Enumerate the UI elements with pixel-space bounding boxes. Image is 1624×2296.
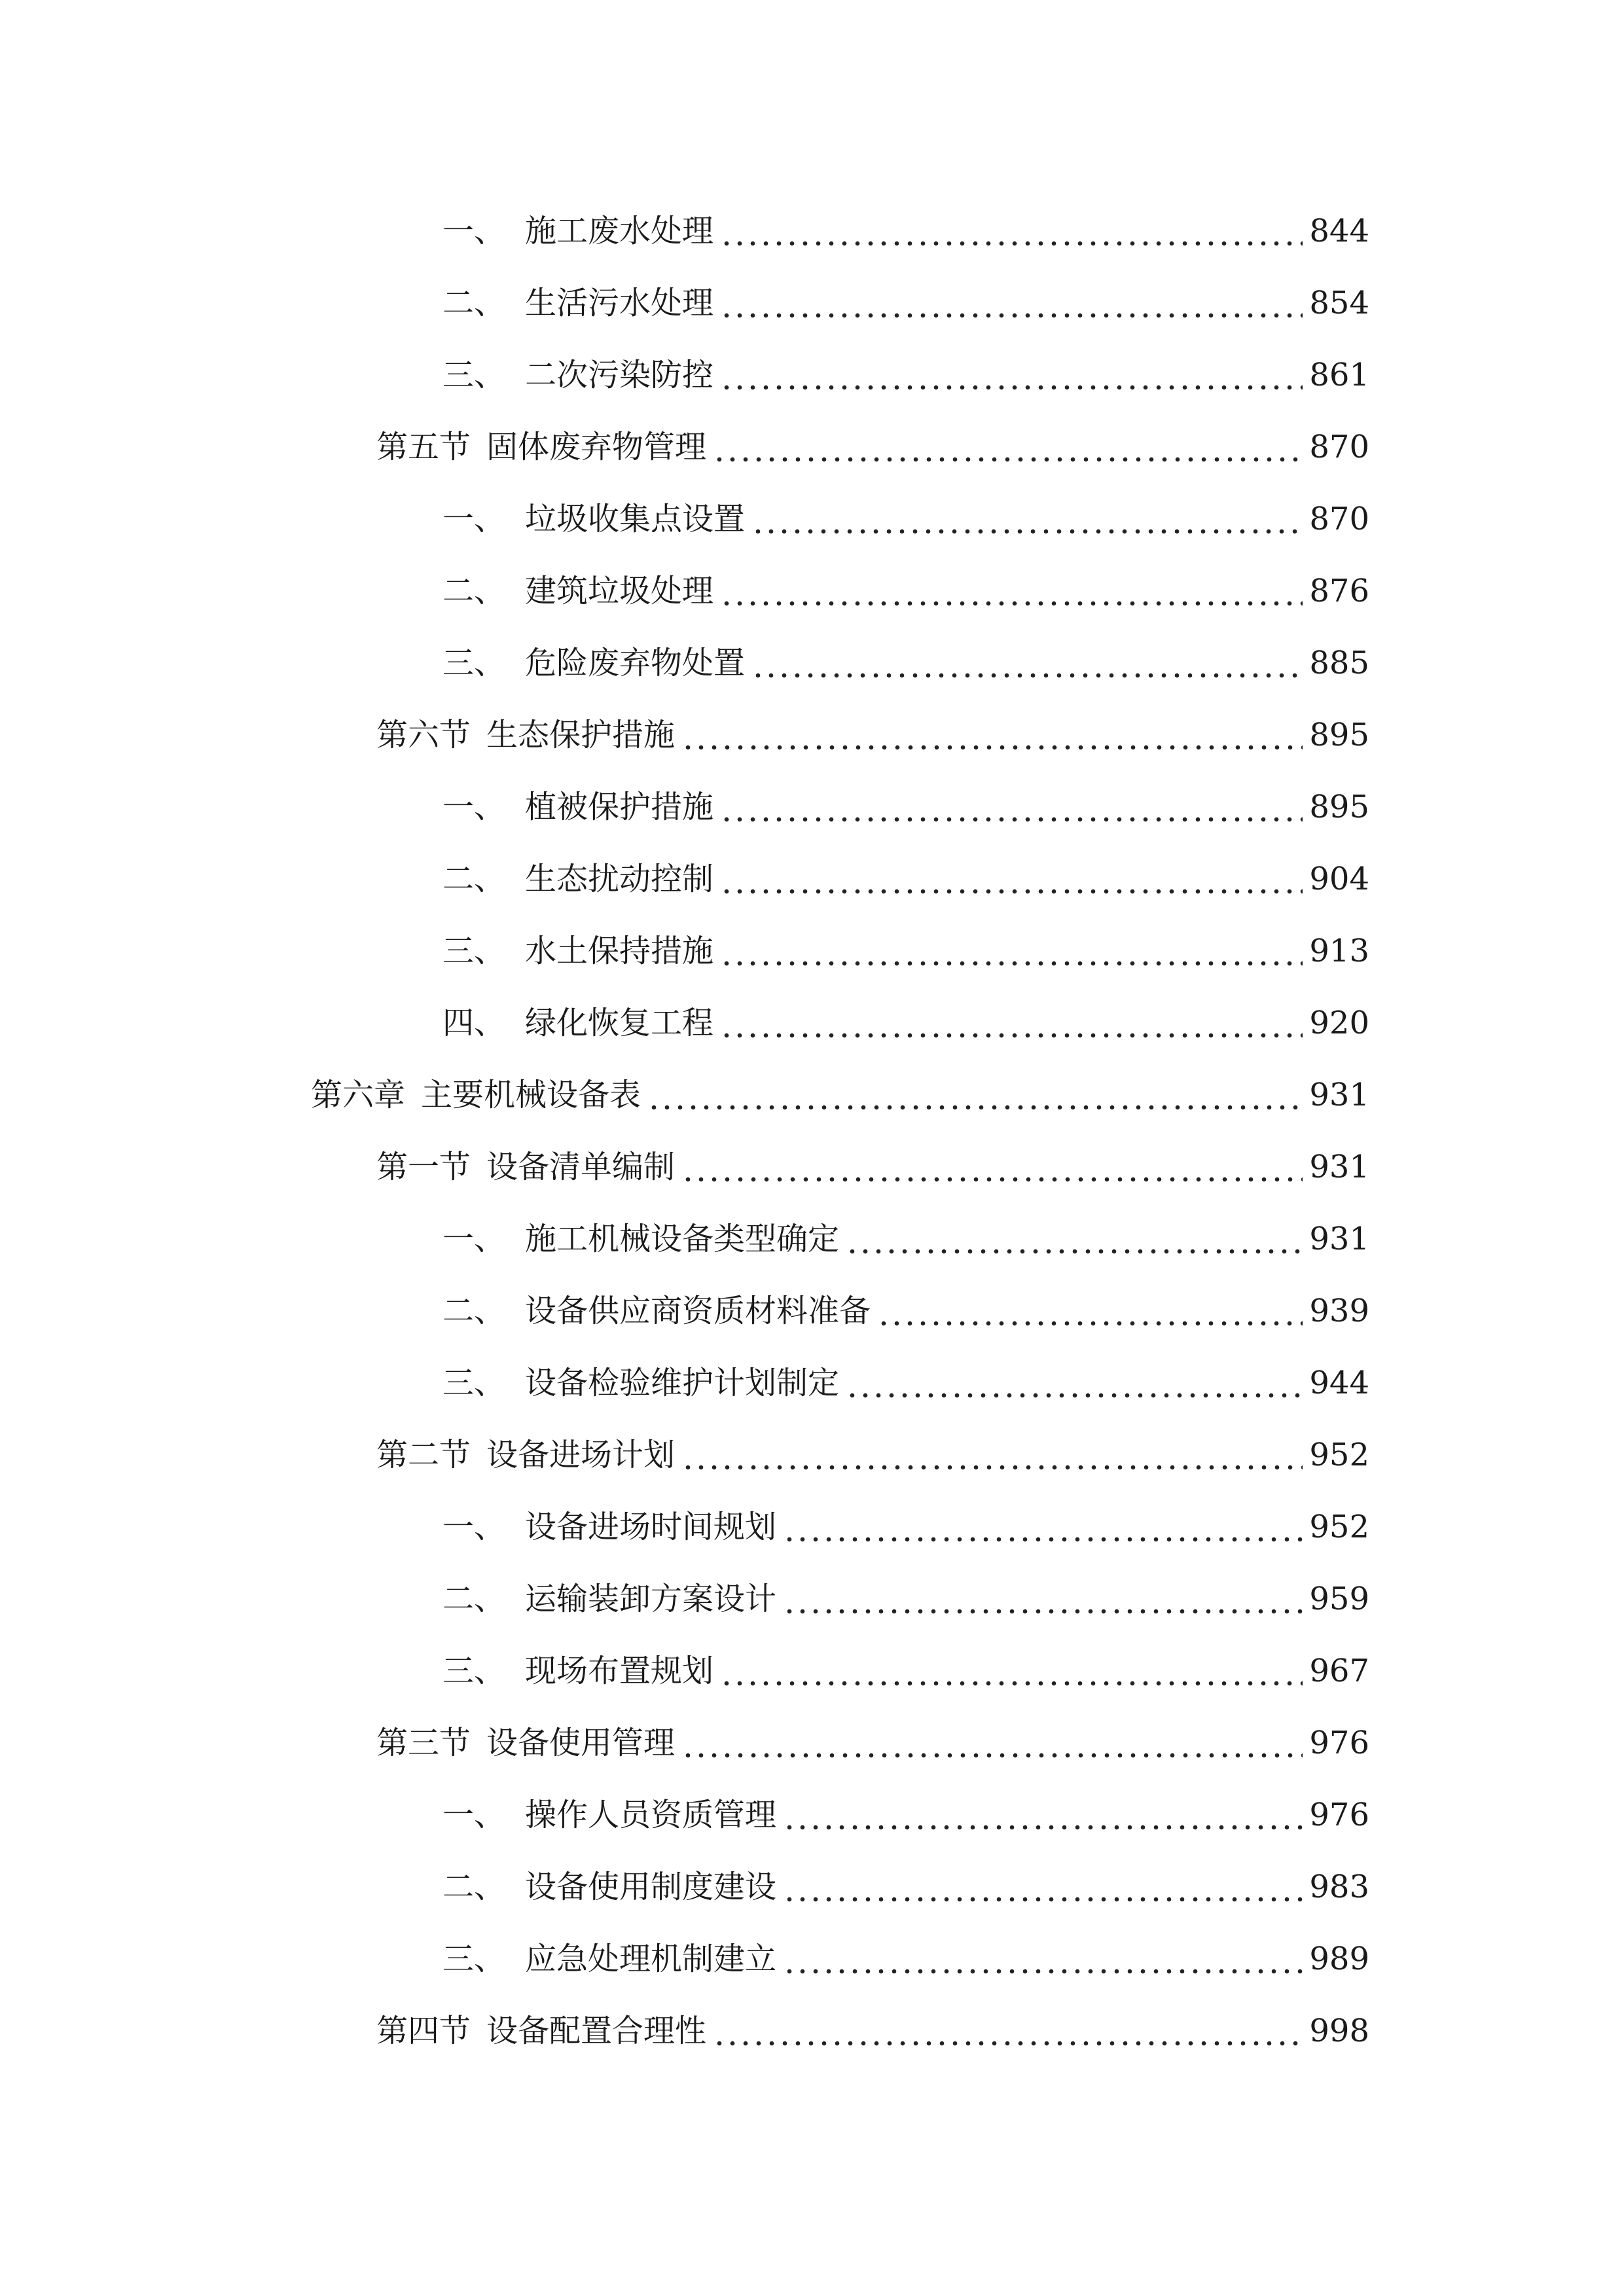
toc-entry-page-number: 895 bbox=[1309, 789, 1369, 825]
toc-entry[interactable] bbox=[0, 1851, 1624, 1923]
toc-entry[interactable] bbox=[0, 1419, 1624, 1491]
toc-entry-number: 一、 bbox=[442, 1797, 506, 1833]
toc-entry-title: 设备使用制度建设 bbox=[525, 1869, 777, 1905]
toc-entry-number: 一、 bbox=[442, 789, 506, 825]
toc-entry-title: 垃圾收集点设置 bbox=[525, 501, 746, 537]
toc-entry-number: 二、 bbox=[442, 861, 506, 897]
toc-entry-line bbox=[442, 287, 1369, 319]
toc-entry-page-number: 998 bbox=[1309, 2013, 1369, 2049]
dot-leader bbox=[681, 1727, 1303, 1759]
dot-leader bbox=[783, 1799, 1303, 1831]
toc-entry-line bbox=[311, 1079, 1369, 1111]
toc-entry-page-number: 967 bbox=[1309, 1653, 1369, 1689]
toc-entry-title: 生活污水处理 bbox=[525, 285, 714, 321]
dot-leader bbox=[720, 215, 1303, 247]
toc-entry-line bbox=[442, 1223, 1369, 1255]
dot-leader bbox=[877, 1295, 1303, 1327]
dot-leader bbox=[783, 1871, 1303, 1903]
toc-entry-title: 设备配置合理性 bbox=[486, 2013, 707, 2049]
toc-entry[interactable] bbox=[0, 1347, 1624, 1419]
toc-entry-page-number: 870 bbox=[1309, 501, 1369, 537]
toc-entry-page-number: 904 bbox=[1309, 861, 1369, 897]
toc-entry[interactable] bbox=[0, 1563, 1624, 1635]
dot-leader bbox=[720, 287, 1303, 319]
toc-entry[interactable] bbox=[0, 1059, 1624, 1131]
toc-entry-page-number: 976 bbox=[1309, 1725, 1369, 1761]
toc-entry-title: 建筑垃圾处理 bbox=[525, 573, 714, 609]
dot-leader bbox=[720, 791, 1303, 823]
toc-entry-page-number: 861 bbox=[1309, 357, 1369, 393]
toc-entry-number: 三、 bbox=[442, 933, 506, 969]
toc-entry-line bbox=[442, 215, 1369, 247]
toc-entry-line bbox=[442, 791, 1369, 823]
toc-entry[interactable] bbox=[0, 699, 1624, 771]
toc-entry-line bbox=[442, 935, 1369, 967]
toc-entry-page-number: 920 bbox=[1309, 1005, 1369, 1041]
toc-entry-line bbox=[442, 1583, 1369, 1615]
toc-entry-page-number: 870 bbox=[1309, 429, 1369, 465]
toc-entry[interactable] bbox=[0, 1635, 1624, 1707]
toc-entry-line bbox=[376, 1727, 1369, 1759]
toc-entry-line bbox=[376, 431, 1369, 463]
toc-entry-page-number: 944 bbox=[1309, 1365, 1369, 1401]
toc-entry-line bbox=[442, 359, 1369, 391]
toc-entry-number: 第四节 bbox=[376, 2013, 471, 2049]
dot-leader bbox=[681, 719, 1303, 751]
toc-entry-title: 危险废弃物处置 bbox=[525, 645, 746, 681]
dot-leader bbox=[720, 1007, 1303, 1039]
toc-entry-line bbox=[442, 1295, 1369, 1327]
toc-entry-title: 施工废水处理 bbox=[525, 213, 714, 249]
dot-leader bbox=[720, 935, 1303, 967]
toc-entry-title: 设备供应商资质材料准备 bbox=[525, 1293, 871, 1329]
toc-entry-page-number: 885 bbox=[1309, 645, 1369, 681]
toc-entry-line bbox=[442, 647, 1369, 679]
dot-leader bbox=[846, 1223, 1303, 1255]
toc-entry-title: 生态保护措施 bbox=[486, 717, 676, 753]
toc-entry-line bbox=[376, 1151, 1369, 1183]
toc-entry-number: 第五节 bbox=[376, 429, 471, 465]
toc-entry-page-number: 976 bbox=[1309, 1797, 1369, 1833]
dot-leader bbox=[720, 575, 1303, 607]
toc-entry-line bbox=[442, 1367, 1369, 1399]
toc-entry-number: 第六章 bbox=[311, 1077, 406, 1113]
toc-entry-title: 设备清单编制 bbox=[486, 1149, 676, 1185]
toc-entry-page-number: 939 bbox=[1309, 1293, 1369, 1329]
toc-entry-line bbox=[442, 1943, 1369, 1975]
toc-entry-title: 设备进场计划 bbox=[486, 1437, 676, 1473]
toc-entry[interactable] bbox=[0, 555, 1624, 627]
dot-leader bbox=[720, 359, 1303, 391]
toc-entry-page-number: 989 bbox=[1309, 1941, 1369, 1977]
dot-leader bbox=[783, 1943, 1303, 1975]
toc-entry[interactable] bbox=[0, 1995, 1624, 2067]
table-of-contents bbox=[0, 195, 1624, 2067]
toc-entry-number: 三、 bbox=[442, 1365, 506, 1401]
toc-entry[interactable] bbox=[0, 267, 1624, 339]
dot-leader bbox=[647, 1079, 1303, 1111]
toc-entry-number: 一、 bbox=[442, 213, 506, 249]
toc-entry-page-number: 876 bbox=[1309, 573, 1369, 609]
toc-entry-title: 运输装卸方案设计 bbox=[525, 1581, 777, 1617]
toc-entry-number: 第一节 bbox=[376, 1149, 471, 1185]
toc-entry-title: 水土保持措施 bbox=[525, 933, 714, 969]
toc-entry-number: 第二节 bbox=[376, 1437, 471, 1473]
toc-entry-line bbox=[442, 1511, 1369, 1543]
dot-leader bbox=[713, 2015, 1303, 2047]
toc-entry[interactable] bbox=[0, 627, 1624, 699]
toc-entry-page-number: 844 bbox=[1309, 213, 1369, 249]
toc-entry-number: 三、 bbox=[442, 1941, 506, 1977]
toc-entry-number: 二、 bbox=[442, 285, 506, 321]
toc-entry[interactable] bbox=[0, 1707, 1624, 1779]
toc-entry[interactable] bbox=[0, 987, 1624, 1059]
toc-entry-line bbox=[442, 1655, 1369, 1687]
toc-entry-title: 植被保护措施 bbox=[525, 789, 714, 825]
toc-entry-line bbox=[376, 1439, 1369, 1471]
toc-entry[interactable] bbox=[0, 1779, 1624, 1851]
toc-entry-title: 设备进场时间规划 bbox=[525, 1509, 777, 1545]
toc-entry-line bbox=[442, 575, 1369, 607]
toc-entry[interactable] bbox=[0, 195, 1624, 267]
toc-entry-title: 设备使用管理 bbox=[486, 1725, 676, 1761]
toc-entry-line bbox=[442, 503, 1369, 535]
toc-entry[interactable] bbox=[0, 1203, 1624, 1275]
toc-entry-number: 一、 bbox=[442, 1509, 506, 1545]
toc-entry-title: 设备检验维护计划制定 bbox=[525, 1365, 840, 1401]
toc-entry-page-number: 931 bbox=[1309, 1077, 1369, 1113]
toc-entry-page-number: 952 bbox=[1309, 1509, 1369, 1545]
dot-leader bbox=[751, 647, 1303, 679]
toc-entry[interactable] bbox=[0, 411, 1624, 483]
toc-entry-number: 第三节 bbox=[376, 1725, 471, 1761]
dot-leader bbox=[783, 1583, 1303, 1615]
dot-leader bbox=[720, 863, 1303, 895]
toc-entry-title: 现场布置规划 bbox=[525, 1653, 714, 1689]
toc-entry-number: 第六节 bbox=[376, 717, 471, 753]
toc-entry-number: 二、 bbox=[442, 1581, 506, 1617]
toc-entry-page-number: 854 bbox=[1309, 285, 1369, 321]
toc-entry-page-number: 983 bbox=[1309, 1869, 1369, 1905]
toc-entry[interactable] bbox=[0, 339, 1624, 411]
toc-entry-number: 三、 bbox=[442, 1653, 506, 1689]
toc-entry-page-number: 952 bbox=[1309, 1437, 1369, 1473]
toc-entry-line bbox=[376, 2015, 1369, 2047]
toc-entry-number: 二、 bbox=[442, 1869, 506, 1905]
toc-entry[interactable] bbox=[0, 1275, 1624, 1347]
toc-entry-number: 一、 bbox=[442, 1221, 506, 1257]
toc-entry-title: 生态扰动控制 bbox=[525, 861, 714, 897]
toc-entry-page-number: 931 bbox=[1309, 1149, 1369, 1185]
toc-entry-line bbox=[442, 1871, 1369, 1903]
toc-entry-page-number: 913 bbox=[1309, 933, 1369, 969]
dot-leader bbox=[681, 1439, 1303, 1471]
toc-entry-line bbox=[442, 863, 1369, 895]
toc-entry-line bbox=[376, 719, 1369, 751]
toc-entry[interactable] bbox=[0, 915, 1624, 987]
toc-entry-page-number: 931 bbox=[1309, 1221, 1369, 1257]
toc-entry[interactable] bbox=[0, 771, 1624, 843]
toc-entry-title: 固体废弃物管理 bbox=[486, 429, 707, 465]
toc-entry-title: 绿化恢复工程 bbox=[525, 1005, 714, 1041]
toc-entry-number: 三、 bbox=[442, 645, 506, 681]
dot-leader bbox=[846, 1367, 1303, 1399]
toc-entry[interactable] bbox=[0, 1491, 1624, 1563]
toc-entry-number: 二、 bbox=[442, 1293, 506, 1329]
toc-entry-page-number: 959 bbox=[1309, 1581, 1369, 1617]
toc-entry-line bbox=[442, 1799, 1369, 1831]
dot-leader bbox=[751, 503, 1303, 535]
toc-entry-title: 操作人员资质管理 bbox=[525, 1797, 777, 1833]
dot-leader bbox=[783, 1511, 1303, 1543]
toc-entry-title: 施工机械设备类型确定 bbox=[525, 1221, 840, 1257]
toc-entry-line bbox=[442, 1007, 1369, 1039]
toc-entry-number: 四、 bbox=[442, 1005, 506, 1041]
toc-entry-number: 二、 bbox=[442, 573, 506, 609]
dot-leader bbox=[713, 431, 1303, 463]
toc-entry-page-number: 895 bbox=[1309, 717, 1369, 753]
toc-entry-number: 一、 bbox=[442, 501, 506, 537]
toc-entry-title: 应急处理机制建立 bbox=[525, 1941, 777, 1977]
toc-entry[interactable] bbox=[0, 843, 1624, 915]
toc-entry[interactable] bbox=[0, 483, 1624, 555]
toc-entry-title: 主要机械设备表 bbox=[421, 1077, 641, 1113]
dot-leader bbox=[720, 1655, 1303, 1687]
dot-leader bbox=[681, 1151, 1303, 1183]
toc-entry[interactable] bbox=[0, 1131, 1624, 1203]
toc-entry-number: 三、 bbox=[442, 357, 506, 393]
toc-entry[interactable] bbox=[0, 1923, 1624, 1995]
toc-entry-title: 二次污染防控 bbox=[525, 357, 714, 393]
